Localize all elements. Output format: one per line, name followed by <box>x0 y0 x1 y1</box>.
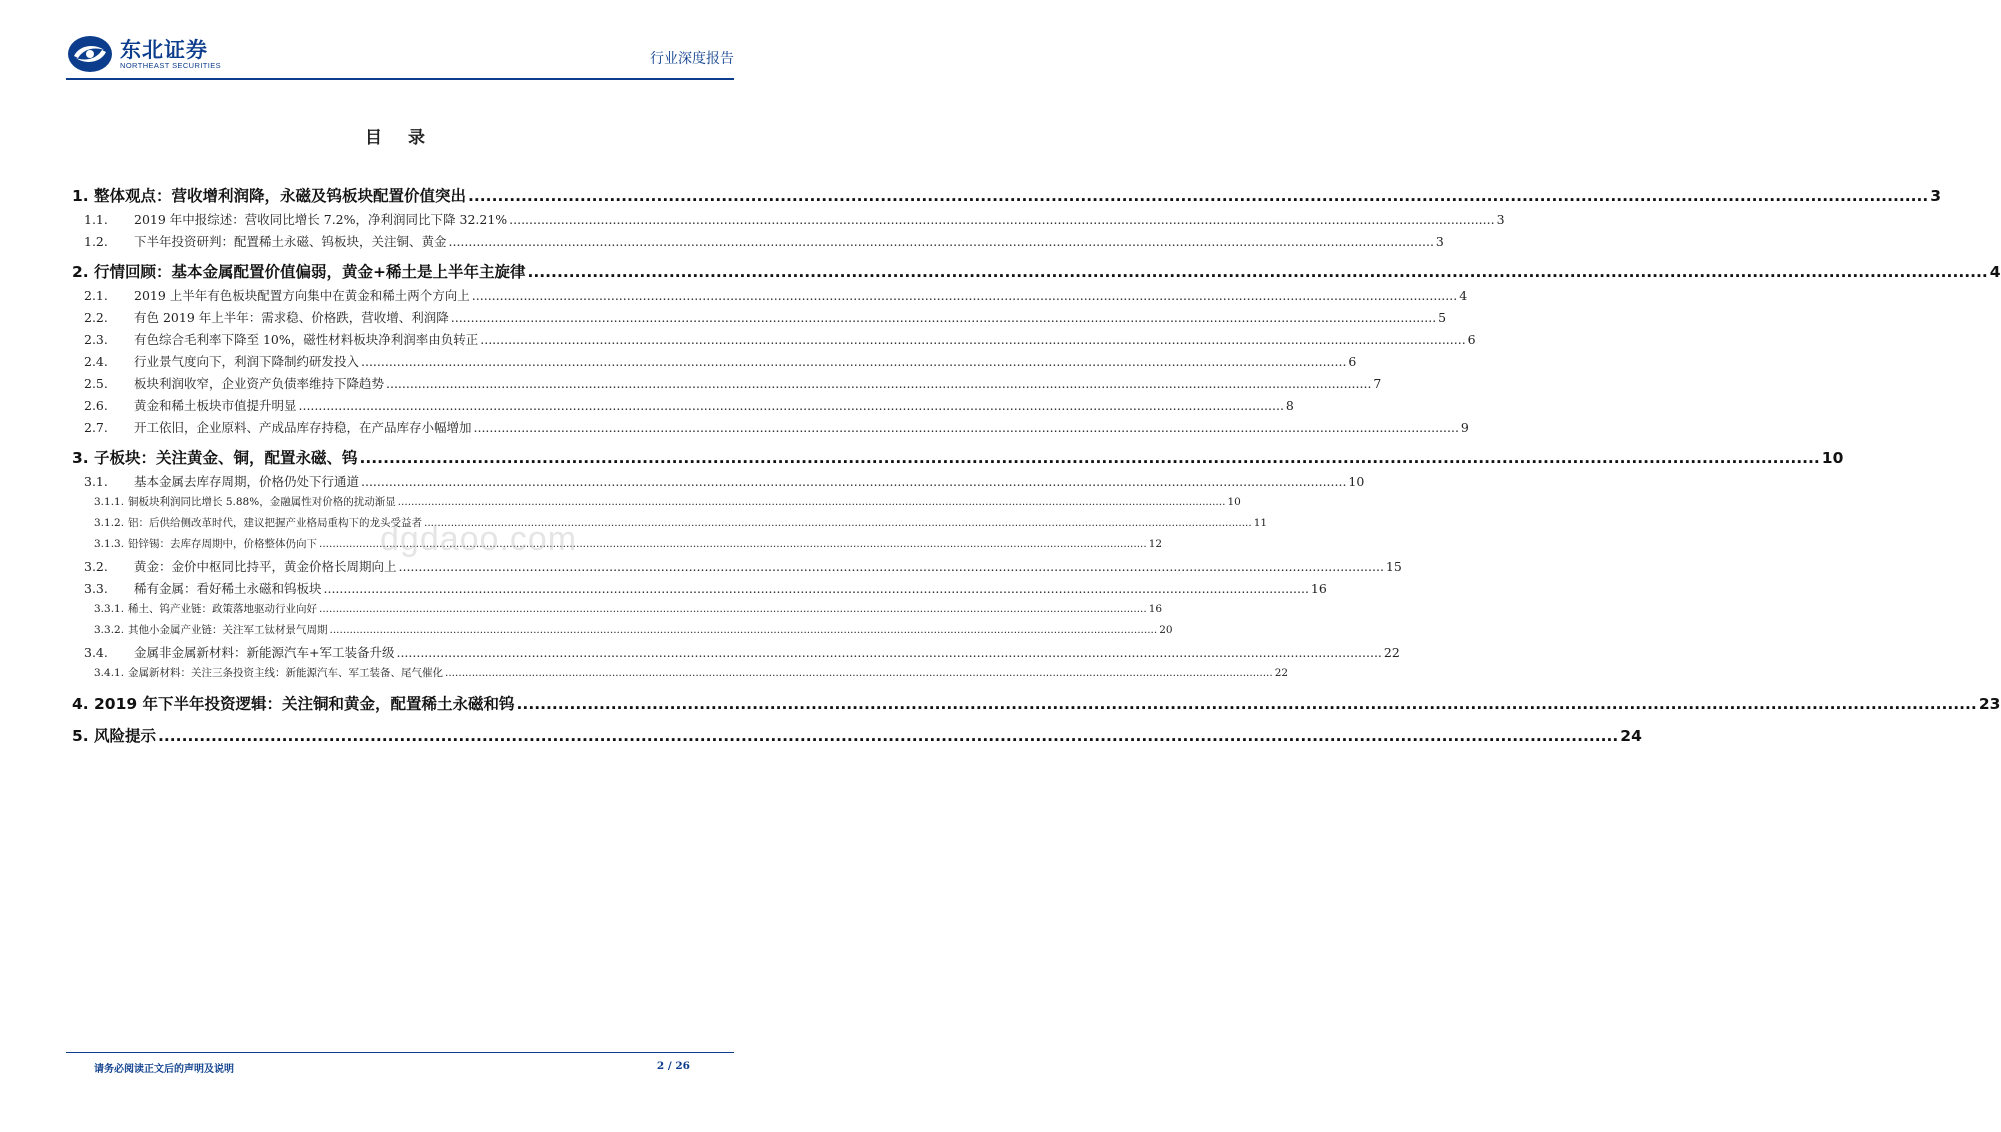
toc-entry-level-2[interactable] <box>72 396 1294 418</box>
toc-entry-page: 3 <box>1435 234 1444 249</box>
toc-entry-title: 开工依旧，企业原料、产成品库存持稳，在产品库存小幅增加 <box>134 420 472 435</box>
toc-entry-level-1[interactable] <box>72 184 1942 210</box>
toc-entry-level-3[interactable] <box>72 494 1241 515</box>
toc-entry-title: 有色综合毛利率下降至 10%，磁性材料板块净利润率由负转正 <box>134 332 479 347</box>
toc-leader-dots <box>398 496 1226 508</box>
toc-entry-number: 3.3.2. <box>94 624 125 636</box>
toc-title: 目 录 <box>365 128 435 148</box>
toc-leader-dots <box>445 667 1273 679</box>
toc-entry-title: 稀土、钨产业链：政策落地驱动行业向好 <box>128 603 317 615</box>
toc-entry-number: 4. <box>72 695 89 713</box>
toc-entry-title: 行情回顾：基本金属配置价值偏弱，黄金+稀土是上半年主旋律 <box>94 263 526 281</box>
toc-entry-title: 有色 2019 年上半年：需求稳、价格跌，营收增、利润降 <box>134 310 449 325</box>
toc-entry-number: 2.3. <box>84 332 108 347</box>
footer-disclaimer: 请务必阅读正文后的声明及说明 <box>94 1064 234 1075</box>
toc-entry-title: 铝：后供给侧改革时代，建议把握产业格局重构下的龙头受益者 <box>128 517 422 529</box>
toc-leader-dots <box>386 376 1371 391</box>
toc-leader-dots <box>517 695 1977 713</box>
toc-leader-dots <box>480 332 1465 347</box>
toc-leader-dots <box>158 727 1618 745</box>
footer-divider <box>66 1052 734 1053</box>
toc-leader-dots <box>324 581 1309 596</box>
toc-leader-dots <box>449 234 1434 249</box>
toc-entry-level-2[interactable] <box>72 579 1327 601</box>
toc-entry-level-2[interactable] <box>72 232 1444 254</box>
toc-entry-level-3[interactable] <box>72 665 1289 686</box>
toc-leader-dots <box>330 624 1158 636</box>
toc-entry-level-1[interactable] <box>72 446 1844 472</box>
toc-entry-title: 2019 上半年有色板块配置方向集中在黄金和稀土两个方向上 <box>134 288 470 303</box>
toc-entry-number: 2.6. <box>84 398 108 413</box>
toc-leader-dots <box>396 645 1381 660</box>
northeast-securities-logo-icon <box>66 34 114 74</box>
company-name-cn: 东北证券 <box>120 37 208 62</box>
toc-entry-title: 黄金和稀土板块市值提升明显 <box>134 398 297 413</box>
toc-entry-title: 金属非金属新材料：新能源汽车+军工装备升级 <box>134 645 395 660</box>
toc-leader-dots <box>361 354 1346 369</box>
toc-entry-number: 3.4.1. <box>94 667 125 679</box>
header-divider <box>66 78 734 80</box>
toc-entry-page: 9 <box>1460 420 1469 435</box>
toc-entry-title: 子板块：关注黄金、铜，配置永磁、钨 <box>94 449 358 467</box>
toc-entry-level-1[interactable] <box>72 724 1642 750</box>
toc-entry-level-2[interactable] <box>72 286 1468 308</box>
toc-entry-title: 稀有金属：看好稀土永磁和钨板块 <box>134 581 322 596</box>
toc-leader-dots <box>360 449 1820 467</box>
toc-entry-number: 2.5. <box>84 376 108 391</box>
toc-entry-level-3[interactable] <box>72 601 1163 622</box>
toc-entry-number: 3.4. <box>84 645 108 660</box>
toc-entry-title: 金属新材料：关注三条投资主线：新能源汽车、军工装备、尾气催化 <box>128 667 443 679</box>
toc-entry-number: 1.2. <box>84 234 108 249</box>
toc-leader-dots <box>468 187 1928 205</box>
toc-leader-dots <box>361 474 1346 489</box>
toc-entry-title: 基本金属去库存周期，价格仍处下行通道 <box>134 474 360 489</box>
toc-entry-level-2[interactable] <box>72 330 1476 352</box>
toc-entry-number: 3. <box>72 449 89 467</box>
toc-entry-page: 16 <box>1148 603 1163 615</box>
toc-entry-level-2[interactable] <box>72 308 1447 330</box>
toc-entry-number: 3.3. <box>84 581 108 596</box>
toc-entry-page: 10 <box>1227 496 1241 508</box>
toc-leader-dots <box>474 420 1459 435</box>
toc-entry-page: 23 <box>1978 695 2001 713</box>
toc-entry-level-2[interactable] <box>72 643 1400 665</box>
table-of-contents <box>72 178 2001 750</box>
toc-entry-level-1[interactable] <box>72 692 2001 718</box>
page-indicator: 2 / 26 <box>656 1060 690 1072</box>
toc-entry-page: 16 <box>1310 581 1327 596</box>
toc-entry-page: 6 <box>1348 354 1357 369</box>
toc-entry-page: 22 <box>1383 645 1400 660</box>
toc-entry-page: 15 <box>1385 559 1402 574</box>
toc-entry-page: 12 <box>1148 538 1163 550</box>
toc-entry-level-2[interactable] <box>72 352 1357 374</box>
toc-entry-page: 10 <box>1348 474 1365 489</box>
toc-entry-number: 2.7. <box>84 420 108 435</box>
watermark: dgdaoo.com <box>380 520 578 558</box>
toc-entry-number: 3.1.2. <box>94 517 125 529</box>
toc-entry-page: 4 <box>1989 263 2001 281</box>
toc-entry-level-1[interactable] <box>72 260 2001 286</box>
page-header <box>66 32 734 78</box>
toc-entry-number: 3.2. <box>84 559 108 574</box>
toc-entry-page: 10 <box>1821 449 1844 467</box>
toc-entry-number: 3.1.3. <box>94 538 125 550</box>
toc-leader-dots <box>299 398 1284 413</box>
toc-entry-page: 5 <box>1438 310 1447 325</box>
toc-entry-level-2[interactable] <box>72 557 1402 579</box>
toc-entry-number: 3.1.1. <box>94 496 125 508</box>
toc-entry-title: 下半年投资研判：配置稀土永磁、钨板块，关注铜、黄金 <box>134 234 447 249</box>
toc-entry-title: 铅锌锡：去库存周期中，价格整体仍向下 <box>128 538 317 550</box>
toc-leader-dots <box>509 212 1494 227</box>
toc-entry-number: 1. <box>72 187 89 205</box>
toc-entry-number: 2.4. <box>84 354 108 369</box>
toc-entry-title: 行业景气度向下，利润下降制约研发投入 <box>134 354 360 369</box>
toc-leader-dots <box>451 310 1436 325</box>
toc-entry-page: 22 <box>1274 667 1289 679</box>
toc-entry-number: 3.1. <box>84 474 108 489</box>
toc-entry-number: 1.1. <box>84 212 108 227</box>
toc-entry-page: 4 <box>1459 288 1468 303</box>
toc-entry-level-2[interactable] <box>72 418 1469 440</box>
toc-entry-number: 2.2. <box>84 310 108 325</box>
toc-entry-number: 2. <box>72 263 89 281</box>
toc-entry-number: 2.1. <box>84 288 108 303</box>
toc-entry-page: 24 <box>1620 727 1642 745</box>
toc-leader-dots <box>319 603 1147 615</box>
toc-leader-dots <box>472 288 1457 303</box>
report-type-label: 行业深度报告 <box>650 51 734 67</box>
toc-leader-dots <box>528 263 1988 281</box>
toc-entry-title: 2019 年中报综述：营收同比增长 7.2%，净利润同比下降 32.21% <box>134 212 508 227</box>
toc-entry-title: 黄金：金价中枢同比持平，黄金价格长周期向上 <box>134 559 397 574</box>
toc-entry-title: 板块利润收窄，企业资产负债率维持下降趋势 <box>134 376 385 391</box>
company-name-en: NORTHEAST SECURITIES <box>120 60 222 70</box>
toc-entry-page: 11 <box>1253 517 1268 529</box>
toc-entry-page: 3 <box>1496 212 1505 227</box>
toc-entry-title: 整体观点：营收增利润降，永磁及钨板块配置价值突出 <box>94 187 467 205</box>
toc-entry-title: 其他小金属产业链：关注军工钛材景气周期 <box>128 624 328 636</box>
toc-entry-page: 7 <box>1373 376 1382 391</box>
toc-entry-level-2[interactable] <box>72 210 1505 232</box>
toc-entry-number: 3.3.1. <box>94 603 125 615</box>
toc-entry-title: 2019 年下半年投资逻辑：关注铜和黄金，配置稀土永磁和钨 <box>94 695 515 713</box>
toc-entry-level-2[interactable] <box>72 374 1382 396</box>
toc-entry-title: 铜板块利润同比增长 5.88%，金融属性对价格的扰动渐显 <box>128 496 396 508</box>
toc-entry-page: 8 <box>1285 398 1294 413</box>
toc-entry-title: 风险提示 <box>94 727 157 745</box>
toc-leader-dots <box>399 559 1384 574</box>
company-logo <box>66 32 221 76</box>
toc-entry-level-3[interactable] <box>72 622 1173 643</box>
toc-entry-number: 5. <box>72 727 89 745</box>
toc-entry-page: 20 <box>1159 624 1173 636</box>
toc-entry-page: 6 <box>1467 332 1476 347</box>
toc-entry-level-2[interactable] <box>72 472 1365 494</box>
toc-entry-page: 3 <box>1930 187 1942 205</box>
